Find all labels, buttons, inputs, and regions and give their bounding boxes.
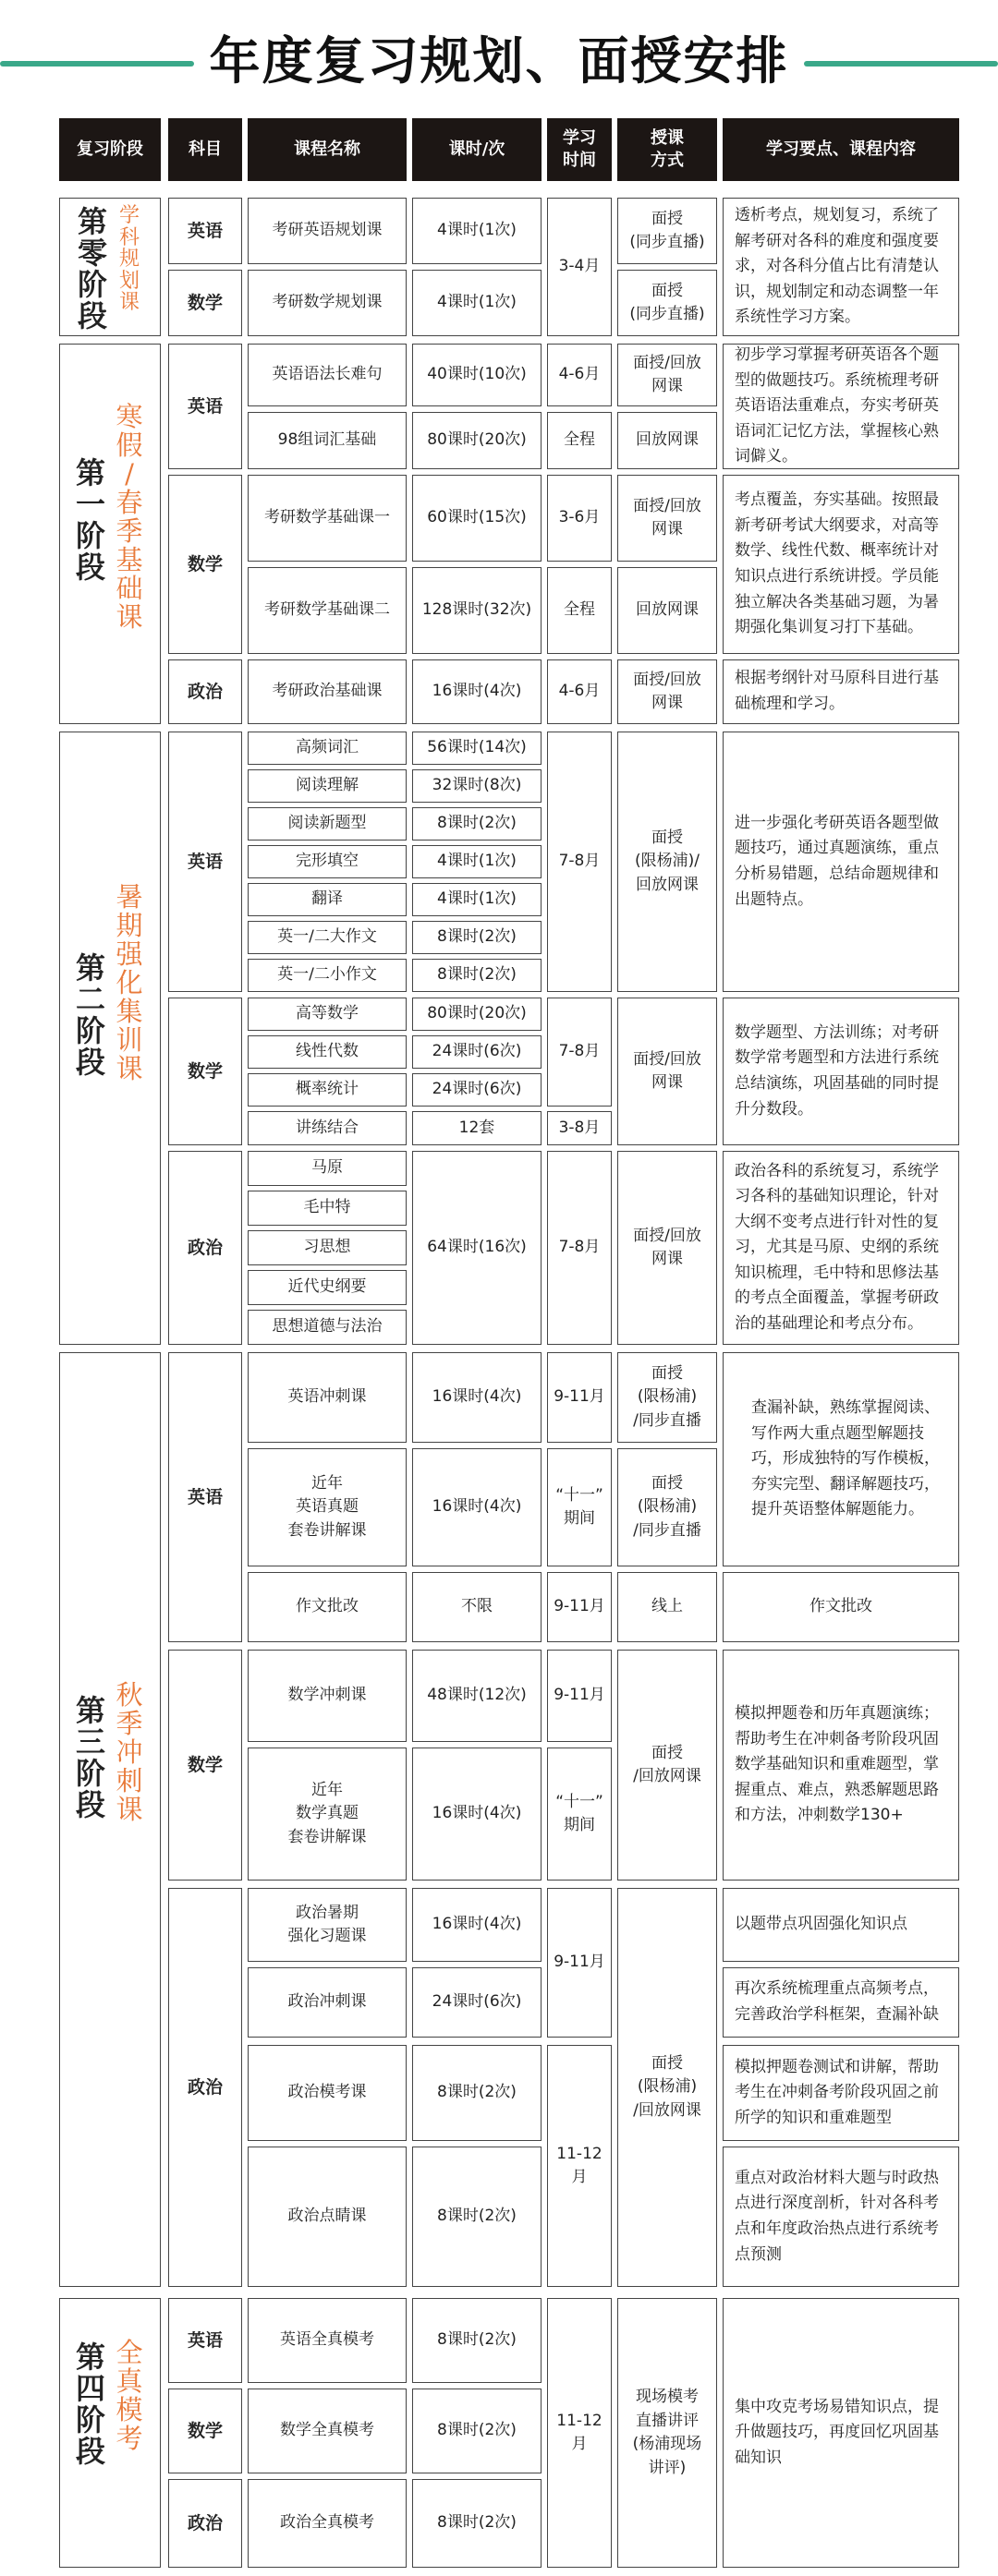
s2-description-politics: 政治各科的系统复习，系统学习各科的基础知识理论，针对大纲不变考点进行针对性的复习，尤其是马原、史纲的系统知识梳理，毛中特和思修法基的考点全面覆盖，掌握考研政治的基础理论和考点分布。	[723, 1151, 959, 1345]
stage-1-subtitle: 寒 假 / 春 季 基 础 课	[116, 401, 143, 634]
s1-mode-grammar: 面授/回放 网课	[617, 344, 717, 406]
s3-course-essay-correction: 作文批改	[248, 1572, 407, 1642]
stage-4-subtitle: 全 真 模 考	[116, 2337, 143, 2455]
s4-course-english-mock: 英语全真模考	[248, 2298, 407, 2383]
s4-teaching-mode: 现场模考 直播讲评 (杨浦现场 讲评)	[617, 2298, 717, 2568]
s0-study-time: 3-4月	[547, 198, 612, 336]
s2-mode-politics: 面授/回放 网课	[617, 1151, 717, 1345]
s2-course-xi-thought: 习思想	[248, 1230, 407, 1265]
s3-time-politics-1: 9-11月	[547, 1888, 612, 2038]
s1-course-math-1: 考研数学基础课一	[248, 475, 407, 562]
s3-course-math-exam: 近年 数学真题 套卷讲解课	[248, 1748, 407, 1881]
page-title: 年度复习规划、面授安排	[209, 31, 789, 91]
s3-description-politics-key: 重点对政治材料大题与时政热点进行深度剖析，针对各科考点和年度政治热点进行系统考点预测	[723, 2147, 959, 2287]
s4-subject-english: 英语	[168, 2298, 242, 2383]
s2-subject-english: 英语	[168, 732, 242, 992]
s3-time-essay-correction: 9-11月	[547, 1572, 612, 1642]
s0-subject-english: 英语	[168, 198, 242, 264]
s2-course-practice: 讲练结合	[248, 1111, 407, 1145]
s3-course-english-exam: 近年 英语真题 套卷讲解课	[248, 1448, 407, 1566]
s3-course-politics-exercise: 政治暑期 强化习题课	[248, 1888, 407, 1962]
s2-time-politics: 7-8月	[547, 1151, 612, 1345]
s4-course-math-mock: 数学全真模考	[248, 2389, 407, 2473]
header-hours: 课时/次	[412, 118, 542, 181]
title-left-line	[0, 61, 194, 67]
s3-subject-english: 英语	[168, 1352, 242, 1642]
s2-course-small-essay: 英一/二小作文	[248, 959, 407, 992]
s3-hours-math-sprint: 48课时(12次)	[412, 1650, 542, 1742]
s3-hours-essay-correction: 不限	[412, 1572, 542, 1642]
s4-description: 集中攻克考场易错知识点，提升做题技巧，再度回忆巩固基础知识	[723, 2298, 959, 2568]
s2-hours-politics: 64课时(16次)	[412, 1151, 542, 1345]
s0-hours-english: 4课时(1次)	[412, 198, 542, 264]
s2-course-calculus: 高等数学	[248, 998, 407, 1031]
title-banner	[0, 0, 998, 120]
s1-description-math: 考点覆盖，夯实基础。按照最新考研考试大纲要求，对高等数学、线性代数、概率统计对知识点进行系统讲授。学员能独立解决各类基础习题，为暑期强化集训复习打下基础。	[723, 475, 959, 654]
header-course-name: 课程名称	[248, 118, 407, 181]
s0-course-english: 考研英语规划课	[248, 198, 407, 264]
s2-course-vocab: 高频词汇	[248, 732, 407, 765]
stage-2-subtitle: 暑 期 强 化 集 训 课	[116, 881, 143, 1085]
s2-course-marxism: 马原	[248, 1151, 407, 1186]
stage-3-subtitle: 秋 季 冲 刺 课	[116, 1679, 143, 1826]
s3-course-politics-sprint: 政治冲刺课	[248, 1967, 407, 2038]
s2-hours-linear-algebra: 24课时(6次)	[412, 1035, 542, 1069]
s0-hours-math: 4课时(1次)	[412, 270, 542, 336]
stage-4-name: 第 四 阶 段	[75, 2340, 105, 2469]
stage-2-name: 第 二 阶 段	[75, 950, 105, 1080]
s3-hours-politics-exercise: 16课时(4次)	[412, 1888, 542, 1962]
s2-mode-english: 面授 (限杨浦)/ 回放网课	[617, 732, 717, 992]
s1-course-math-2: 考研数学基础课二	[248, 567, 407, 654]
s1-hours-vocab: 80课时(20次)	[412, 412, 542, 469]
s2-course-cloze: 完形填空	[248, 845, 407, 878]
title-right-line	[804, 61, 998, 67]
s4-hours-politics-mock: 8课时(2次)	[412, 2479, 542, 2568]
s1-hours-math-2: 128课时(32次)	[412, 567, 542, 654]
s1-time-vocab: 全程	[547, 412, 612, 469]
s2-time-practice: 3-8月	[547, 1111, 612, 1145]
s3-hours-english-sprint: 16课时(4次)	[412, 1352, 542, 1443]
s3-description-essay-correction: 作文批改	[723, 1572, 959, 1642]
s0-description: 透析考点，规划复习，系统了解考研对各科的难度和强度要求，对各科分值占比有清楚认识，规划制定和动态调整一年系统性学习方案。	[723, 198, 959, 336]
s2-description-english: 进一步强化考研英语各题型做题技巧，通过真题演练，重点分析易错题，总结命题规律和出题特点。	[723, 732, 959, 992]
s2-time-math: 7-8月	[547, 998, 612, 1107]
stage-0-cell	[59, 198, 161, 336]
s2-hours-practice: 12套	[412, 1111, 542, 1145]
s3-description-politics-sprint: 再次系统梳理重点高频考点，完善政治学科框架，查漏补缺	[723, 1967, 959, 2038]
s1-mode-politics: 面授/回放 网课	[617, 659, 717, 724]
s2-course-probability: 概率统计	[248, 1073, 407, 1107]
s3-description-politics-mock: 模拟押题卷测试和讲解，帮助考生在冲刺备考阶段巩固之前所学的知识和重难题型	[723, 2045, 959, 2141]
s3-description-math: 模拟押题卷和历年真题演练；帮助考生在冲刺备考阶段巩固数学基础知识和重难题型，掌握重点、难点，熟悉解题思路和方法，冲刺数学130+	[723, 1650, 959, 1881]
s3-hours-politics-sprint: 24课时(6次)	[412, 1967, 542, 2038]
s2-hours-big-essay: 8课时(2次)	[412, 921, 542, 954]
s1-hours-grammar: 40课时(10次)	[412, 344, 542, 406]
s2-description-math: 数学题型、方法训练；对考研数学常考题型和方法进行系统总结演练，巩固基础的同时提升分数段。	[723, 998, 959, 1145]
s3-course-politics-key: 政治点睛课	[248, 2147, 407, 2287]
s1-course-grammar: 英语语法长难句	[248, 344, 407, 406]
s2-time-english: 7-8月	[547, 732, 612, 992]
s3-hours-math-exam: 16课时(4次)	[412, 1748, 542, 1881]
s3-hours-politics-mock: 8课时(2次)	[412, 2045, 542, 2141]
s1-subject-politics: 政治	[168, 659, 242, 724]
s1-description-english: 初步学习掌握考研英语各个题型的做题技巧。系统梳理考研英语语法重难点，夯实考研英语词汇记忆方法，掌握核心熟词僻义。	[723, 344, 959, 469]
header-subject: 科目	[168, 118, 242, 181]
header-content: 学习要点、课程内容	[723, 118, 959, 181]
s2-course-reading: 阅读理解	[248, 769, 407, 803]
s0-course-math: 考研数学规划课	[248, 270, 407, 336]
s1-course-vocab: 98组词汇基础	[248, 412, 407, 469]
s2-hours-probability: 24课时(6次)	[412, 1073, 542, 1107]
s3-subject-math: 数学	[168, 1650, 242, 1881]
s0-subject-math: 数学	[168, 270, 242, 336]
s2-subject-politics: 政治	[168, 1151, 242, 1345]
s2-course-linear-algebra: 线性代数	[248, 1035, 407, 1069]
s2-hours-reading: 32课时(8次)	[412, 769, 542, 803]
s3-time-english-exam: “十一” 期间	[547, 1448, 612, 1566]
s2-subject-math: 数学	[168, 998, 242, 1145]
s1-course-politics: 考研政治基础课	[248, 659, 407, 724]
s3-description-english: 查漏补缺，熟练掌握阅读、写作两大重点题型解题技巧，形成独特的写作模板，夯实完型、翻译解题技巧，提升英语整体解题能力。	[723, 1352, 959, 1566]
s2-hours-small-essay: 8课时(2次)	[412, 959, 542, 992]
s1-hours-politics: 16课时(4次)	[412, 659, 542, 724]
s1-mode-math-2: 回放网课	[617, 567, 717, 654]
s1-subject-english: 英语	[168, 344, 242, 469]
header-study-time: 学习 时间	[547, 118, 612, 181]
header-teaching-mode: 授课 方式	[617, 118, 717, 181]
s0-mode-english: 面授 (同步直播)	[617, 198, 717, 264]
s2-hours-translation: 4课时(1次)	[412, 883, 542, 916]
s3-time-politics-2: 11-12月	[547, 2045, 612, 2287]
s4-subject-math: 数学	[168, 2389, 242, 2473]
s4-subject-politics: 政治	[168, 2479, 242, 2568]
s3-description-politics-exercise: 以题带点巩固强化知识点	[723, 1888, 959, 1962]
s2-hours-calculus: 80课时(20次)	[412, 998, 542, 1031]
s1-time-math-2: 全程	[547, 567, 612, 654]
s3-subject-politics: 政治	[168, 1888, 242, 2287]
s1-description-politics: 根据考纲针对马原科目进行基础梳理和学习。	[723, 659, 959, 724]
s1-mode-vocab: 回放网课	[617, 412, 717, 469]
s3-mode-english-sprint: 面授 (限杨浦) /同步直播	[617, 1352, 717, 1443]
stage-0-name: 第 零 阶 段	[77, 204, 107, 333]
s3-time-english-sprint: 9-11月	[547, 1352, 612, 1443]
s1-time-grammar: 4-6月	[547, 344, 612, 406]
s3-hours-english-exam: 16课时(4次)	[412, 1448, 542, 1566]
s3-mode-math: 面授 /回放网课	[617, 1650, 717, 1881]
s2-course-big-essay: 英一/二大作文	[248, 921, 407, 954]
s4-hours-math-mock: 8课时(2次)	[412, 2389, 542, 2473]
s3-course-math-sprint: 数学冲刺课	[248, 1650, 407, 1742]
s3-hours-politics-key: 8课时(2次)	[412, 2147, 542, 2287]
s4-study-time: 11-12月	[547, 2298, 612, 2568]
s3-course-english-sprint: 英语冲刺课	[248, 1352, 407, 1443]
s4-course-politics-mock: 政治全真模考	[248, 2479, 407, 2568]
s2-course-new-type: 阅读新题型	[248, 807, 407, 841]
s2-mode-math: 面授/回放 网课	[617, 998, 717, 1145]
s1-time-math-1: 3-6月	[547, 475, 612, 562]
s0-mode-math: 面授 (同步直播)	[617, 270, 717, 336]
stage-1-name: 第 一 阶 段	[75, 455, 105, 585]
s2-hours-cloze: 4课时(1次)	[412, 845, 542, 878]
s3-mode-politics: 面授 (限杨浦) /回放网课	[617, 1888, 717, 2287]
s3-course-politics-mock: 政治模考课	[248, 2045, 407, 2141]
stage-3-name: 第 三 阶 段	[75, 1693, 105, 1822]
s3-time-math-sprint: 9-11月	[547, 1650, 612, 1742]
s3-mode-essay-correction: 线上	[617, 1572, 717, 1642]
s3-time-math-exam: “十一” 期间	[547, 1748, 612, 1881]
s3-mode-english-exam: 面授 (限杨浦) /同步直播	[617, 1448, 717, 1566]
s2-course-translation: 翻译	[248, 883, 407, 916]
stage-0-subtitle: 学 科 规 划 课	[118, 204, 140, 315]
s2-hours-vocab: 56课时(14次)	[412, 732, 542, 765]
header-stage: 复习阶段	[59, 118, 161, 181]
s2-hours-new-type: 8课时(2次)	[412, 807, 542, 841]
s1-mode-math-1: 面授/回放 网课	[617, 475, 717, 562]
s2-course-mao: 毛中特	[248, 1191, 407, 1226]
s1-hours-math-1: 60课时(15次)	[412, 475, 542, 562]
s2-course-ethics-law: 思想道德与法治	[248, 1310, 407, 1345]
s1-time-politics: 4-6月	[547, 659, 612, 724]
s1-subject-math: 数学	[168, 475, 242, 654]
s2-course-modern-history: 近代史纲要	[248, 1270, 407, 1305]
s4-hours-english-mock: 8课时(2次)	[412, 2298, 542, 2383]
